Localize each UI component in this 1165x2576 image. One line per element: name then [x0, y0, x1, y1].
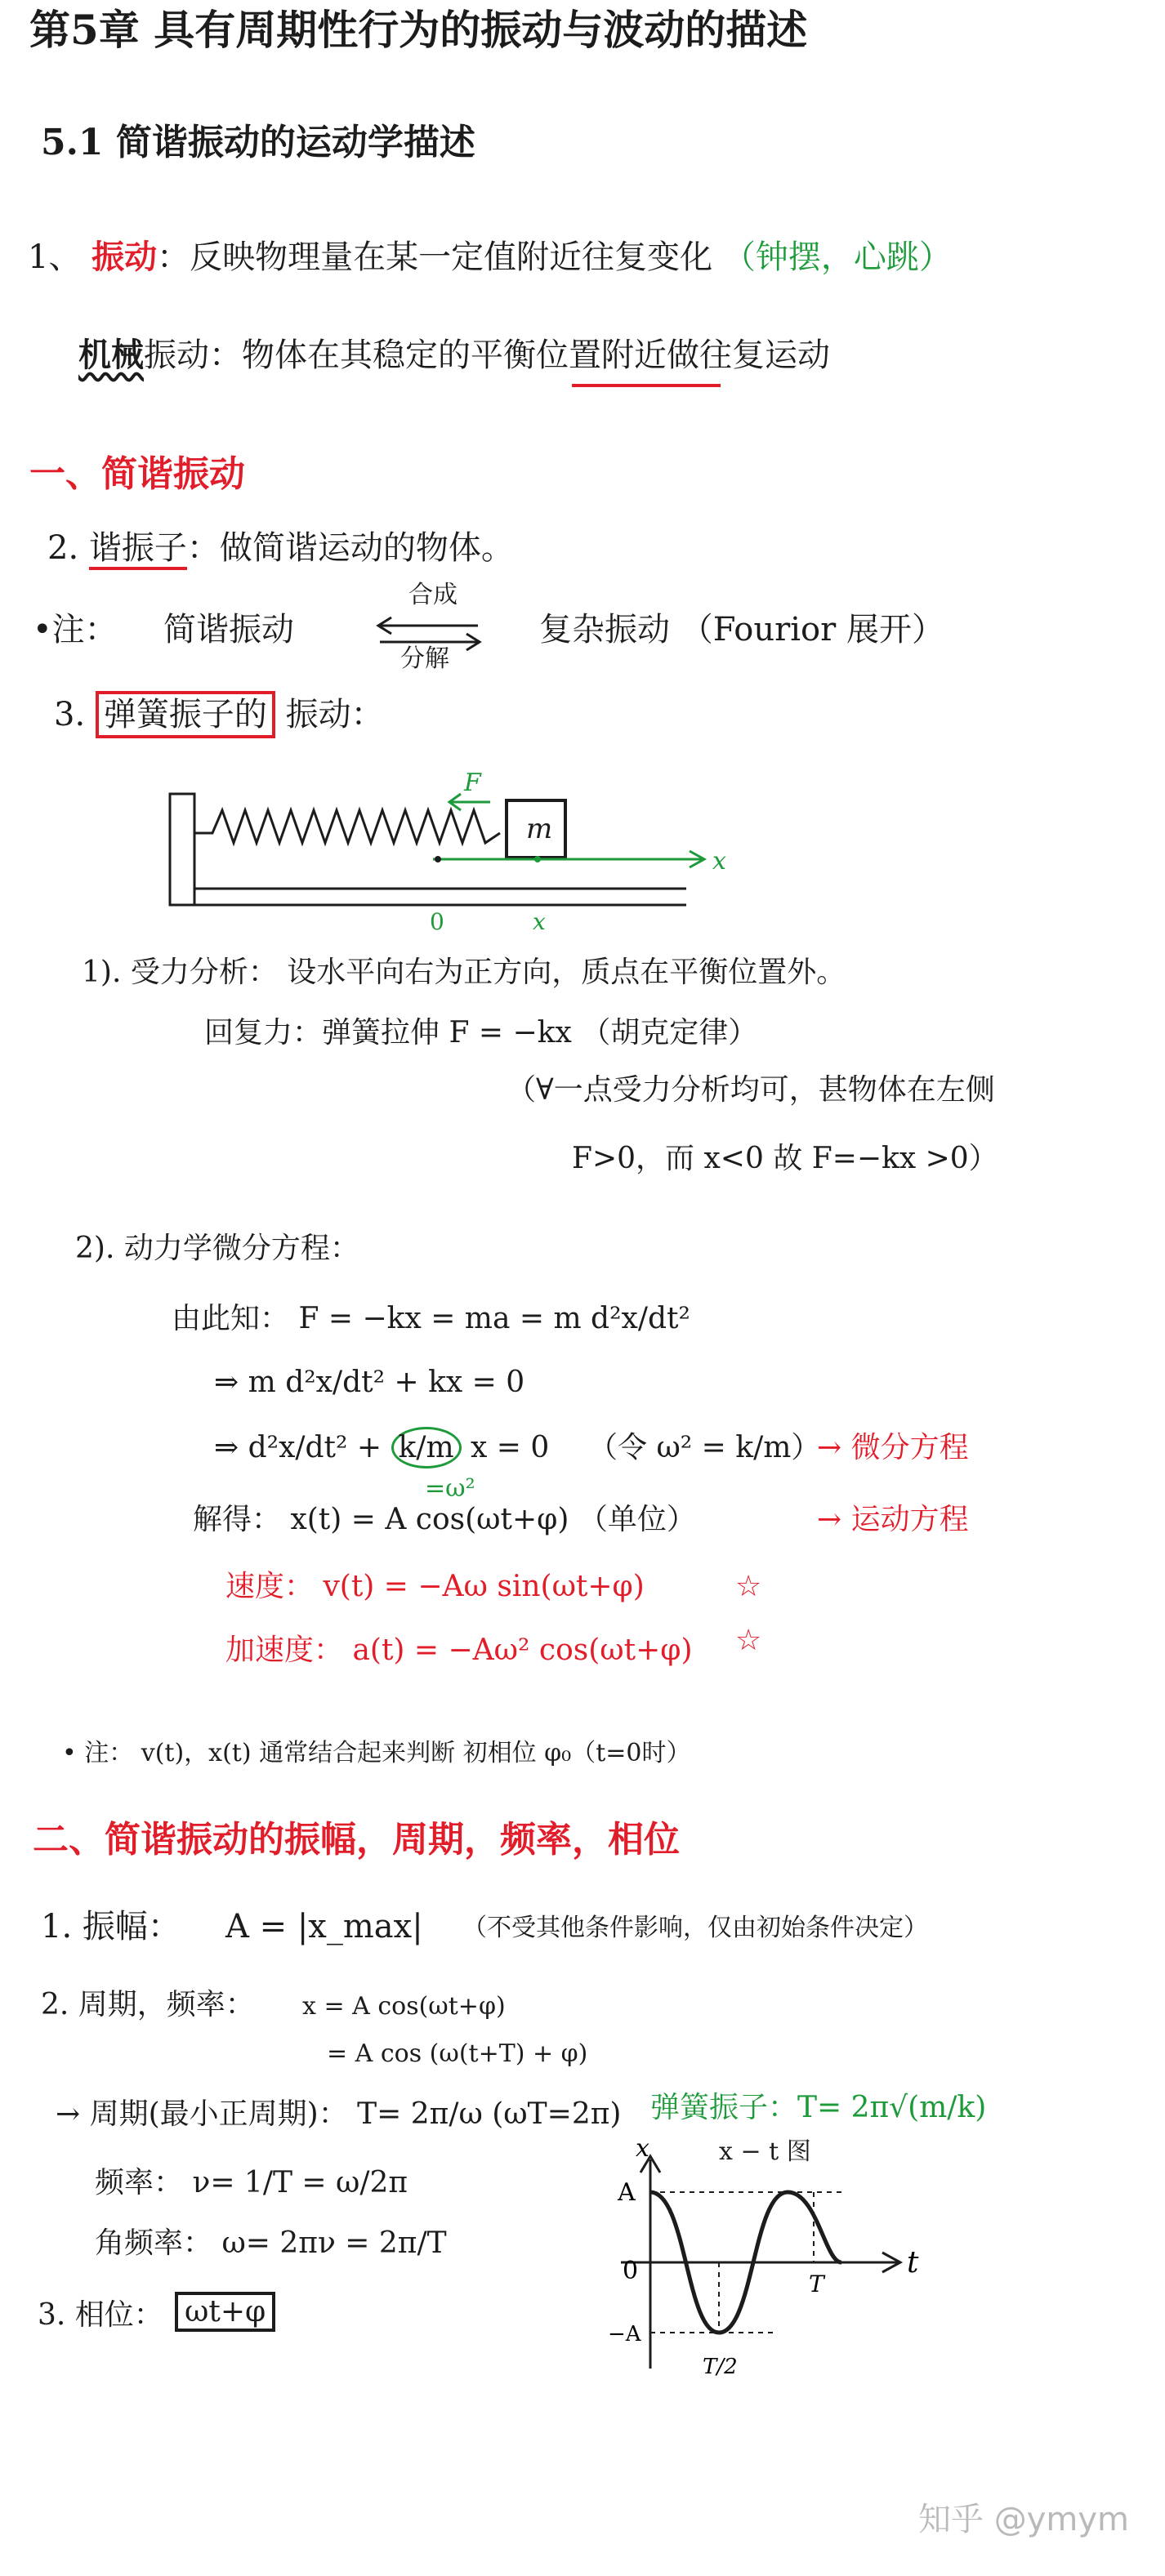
period-l1: x = A cos(ωt+φ) [302, 1992, 506, 2021]
s1-2-l4-arrow: → 运动方程 [817, 1503, 969, 1536]
s1-2-l3-circled: k/m [391, 1427, 462, 1468]
s2-title: 二、简谐振动的振幅，周期，频率，相位 [33, 1819, 680, 1861]
graph-negA-label: −A [608, 2322, 641, 2346]
spring-period: 弹簧振子：T= 2π√(m/k) [650, 2091, 987, 2124]
wall-icon [170, 794, 194, 905]
x-mark-label: x [533, 908, 546, 935]
origin-label: 0 [430, 908, 444, 935]
p2-num: 2. [47, 529, 79, 567]
axis-label: x [712, 847, 726, 876]
chapter-title: 第5章 具有周期性行为的振动与波动的描述 [29, 6, 808, 54]
p1b-line [78, 336, 830, 374]
s1-2-l3b: x = 0 [461, 1431, 550, 1464]
p1b-term: 机械 [78, 336, 144, 374]
s1-2-l1: 由此知： F = −kx = ma = m d²x/dt² [172, 1302, 690, 1335]
force-label: F [464, 769, 481, 797]
period-label: 2. 周期，频率： [41, 1988, 255, 2021]
position-dot [534, 856, 541, 862]
p1b-red-underline [572, 384, 721, 387]
amp-formula: A = |x_max| [225, 1908, 423, 1945]
note1-left: 简谐振动 [163, 611, 294, 648]
freq-line: 频率： ν= 1/T = ω/2π [95, 2166, 408, 2199]
note1-arrow-top: 合成 [408, 581, 458, 609]
period-arrow-line: → 周期(最小正周期)： T= 2π/ω (ωT=2π) [56, 2097, 622, 2131]
graph-y-label: x [636, 2134, 649, 2163]
s1-1-line1: 1). 受力分析： 设水平向右为正方向，质点在平衡位置外。 [82, 956, 846, 989]
angfreq-line: 角频率： ω= 2πν = 2π/T [95, 2226, 447, 2260]
period-l2: = A cos (ω(t+T) + φ) [327, 2039, 588, 2068]
p2-term: 谐振子 [89, 529, 187, 570]
note1-right: 复杂振动 （Fourior 展开） [539, 611, 944, 648]
p1-num: 1、 [28, 238, 82, 276]
graph-zero-label: 0 [623, 2257, 639, 2285]
s1-2-l3a: ⇒ d²x/dt² + [214, 1431, 391, 1464]
s1-1-line2: 回复力：弹簧拉伸 F = −kx （胡克定律） [204, 1016, 758, 1050]
phase-label: 3. 相位： [38, 2298, 163, 2332]
spring-icon [194, 810, 500, 843]
p2-def: ：做简谐运动的物体。 [186, 529, 514, 567]
amp-note: （不受其他条件影响，仅由初始条件决定） [462, 1914, 928, 1942]
s1-2-l4: 解得： x(t) = A cos(ωt+φ) （单位） [193, 1503, 696, 1536]
p3-line [54, 696, 384, 733]
bidirectional-arrow-icon [372, 614, 486, 655]
p1b-rest: 振动：物体在其稳定的平衡位置附近做往复运动 [144, 336, 830, 374]
s1-2-l3c: （令 ω² = k/m） [588, 1431, 821, 1464]
note1-label: •注： [33, 611, 118, 648]
s1-2-title: 2). 动力学微分方程： [75, 1232, 359, 1265]
amp-label: 1. 振幅： [41, 1908, 181, 1945]
graph-t-label: t [907, 2246, 919, 2280]
phase-value: ωt+φ [175, 2292, 275, 2332]
watermark: 知乎 @ymym [918, 2501, 1129, 2538]
p1-examples: （钟摆，心跳） [722, 238, 952, 276]
p3-boxed: 弹簧振子的 [96, 691, 275, 738]
graph-T-label: T [809, 2271, 824, 2297]
p1-term: 振动 [92, 238, 158, 276]
note1-arrow-bottom: 分解 [400, 644, 449, 673]
p3-num: 3. [54, 696, 86, 733]
s1-2-l3-arrow: → 微分方程 [817, 1431, 969, 1464]
xt-graph [572, 2134, 919, 2385]
s1-1-line3: （∀一点受力分析均可，甚物体在左侧 [507, 1073, 995, 1107]
section-title: 5.1 简谐振动的运动学描述 [41, 122, 475, 163]
s1-2-l3 [214, 1431, 549, 1464]
p1-def: ：反映物理量在某一定值附近往复变化 [157, 238, 713, 276]
spring-diagram [163, 768, 752, 935]
graph-A-label: A [618, 2178, 636, 2207]
graph-title: x − t 图 [719, 2137, 811, 2166]
p2-line [47, 529, 514, 567]
s1-2-l2: ⇒ m d²x/dt² + kx = 0 [214, 1366, 525, 1399]
s1-2-l3-under: =ω² [425, 1474, 475, 1503]
note2: • 注： v(t)，x(t) 通常结合起来判断 初相位 φ₀（t=0时） [62, 1739, 691, 1767]
acceleration-line: 加速度： a(t) = −Aω² cos(ωt+φ) [225, 1633, 693, 1667]
velocity-line: 速度： v(t) = −Aω sin(ωt+φ) [225, 1570, 645, 1603]
acceleration-star-icon: ☆ [735, 1624, 762, 1657]
s1-1-line4: F>0，而 x<0 故 F=−kx >0） [572, 1142, 998, 1175]
mass-label: m [526, 813, 553, 845]
phase-value-wrap [175, 2295, 275, 2329]
p1-line [28, 238, 952, 276]
graph-halfT-label: T/2 [703, 2355, 738, 2379]
p3-rest: 振动： [285, 696, 384, 733]
origin-dot [435, 856, 441, 862]
s1-title: 一、简谐振动 [29, 453, 245, 495]
velocity-star-icon: ☆ [735, 1570, 762, 1603]
